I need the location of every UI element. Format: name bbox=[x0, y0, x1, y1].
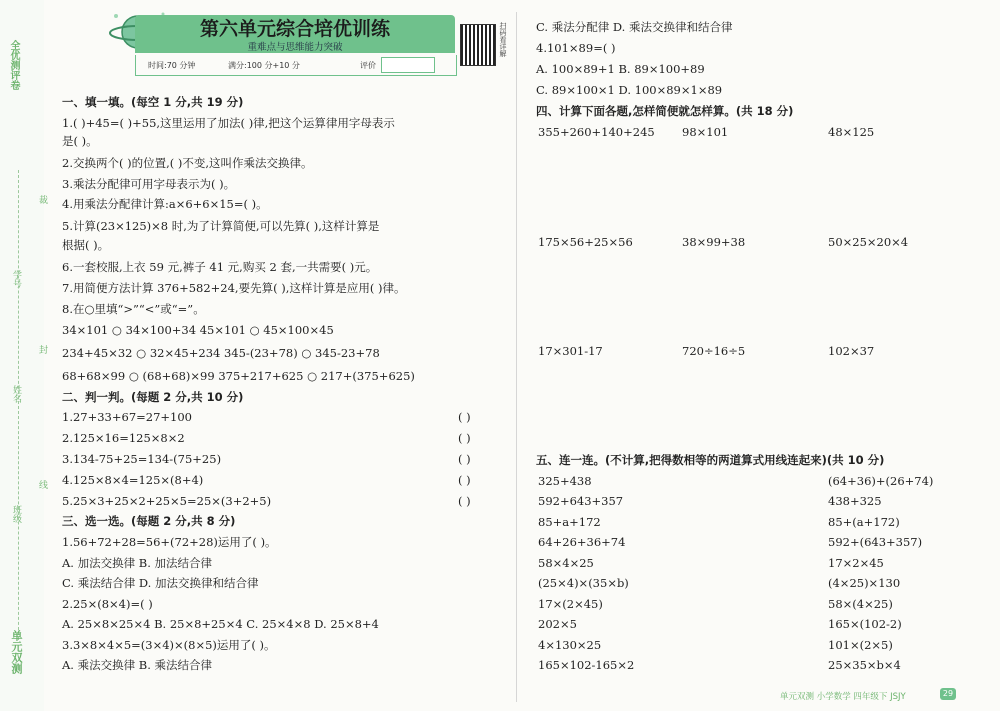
judge-item: 3.134-75+25=134-(75+25) bbox=[62, 452, 222, 466]
connect-left-item[interactable]: 202×5 bbox=[538, 617, 577, 631]
connect-right-item[interactable]: 592+(643+357) bbox=[828, 535, 923, 549]
qr-code[interactable] bbox=[460, 24, 496, 66]
connect-right-item[interactable]: (64+36)+(26+74) bbox=[828, 474, 934, 488]
cut-mark: 封 bbox=[37, 345, 47, 354]
option-row: A. 加法交换律 B. 加法结合律 bbox=[62, 556, 213, 570]
question-line: 5.计算(23×125)×8 时,为了计算简便,可以先算( ),这样计算是 bbox=[62, 219, 380, 233]
judge-item: 2.125×16=125×8×2 bbox=[62, 431, 185, 445]
judge-item: 1.27+33+67=27+100 bbox=[62, 410, 192, 424]
question-line: 1.56+72+28=56+(72+28)运用了( )。 bbox=[62, 535, 277, 549]
calc-item: 50×25×20×4 bbox=[828, 235, 909, 249]
calc-item: 355+260+140+245 bbox=[538, 125, 655, 139]
option-row: A. 100×89+1 B. 89×100+89 bbox=[536, 62, 705, 76]
page-subtitle: 重难点与思维能力突破 bbox=[247, 42, 343, 53]
connect-left-item[interactable]: 325+438 bbox=[538, 474, 592, 488]
section-connect: 五、连一连。(不计算,把得数相等的两道算式用线连起来)(共 10 分) bbox=[536, 453, 885, 467]
calc-item: 175×56+25×56 bbox=[538, 235, 633, 249]
brand-label: 全优测评卷 bbox=[8, 40, 19, 90]
compare-row: 34×101 ○ 34×100+34 45×101 ○ 45×100×45 bbox=[62, 323, 334, 337]
section-fill: 一、填一填。(每空 1 分,共 19 分) bbox=[62, 95, 244, 109]
calc-item: 48×125 bbox=[828, 125, 875, 139]
calc-item: 98×101 bbox=[682, 125, 729, 139]
answer-paren[interactable]: ( ) bbox=[458, 452, 471, 466]
connect-left-item[interactable]: 592+643+357 bbox=[538, 494, 624, 508]
connect-right-item[interactable]: 58×(4×25) bbox=[828, 597, 893, 611]
connect-right-item[interactable]: 101×(2×5) bbox=[828, 638, 893, 652]
judge-item: 5.25×3+25×2+25×5=25×(3+2+5) bbox=[62, 494, 272, 508]
qr-caption: 扫码看详解 bbox=[499, 22, 507, 57]
question-line: 2.交换两个( )的位置,( )不变,这叫作乘法交换律。 bbox=[62, 156, 313, 170]
question-line: 4.101×89=( ) bbox=[536, 41, 616, 55]
calc-item: 720÷16÷5 bbox=[682, 344, 746, 358]
compare-row: 68+68×99 ○ (68+68)×99 375+217+625 ○ 217+(375+625) bbox=[62, 369, 415, 383]
question-line: 4.用乘法分配律计算:a×6+6×15=( )。 bbox=[62, 197, 268, 211]
connect-right-item[interactable]: 85+(a+172) bbox=[828, 515, 900, 529]
cut-mark: 裁 bbox=[37, 195, 47, 204]
question-line: 根据( )。 bbox=[62, 238, 110, 252]
compare-row: 234+45×32 ○ 32×45+234 345-(23+78) ○ 345-23+78 bbox=[62, 346, 380, 360]
connect-right-item[interactable]: 165×(102-2) bbox=[828, 617, 902, 631]
calc-item: 17×301-17 bbox=[538, 344, 603, 358]
question-line: 8.在○里填“>”“<”或“=”。 bbox=[62, 302, 205, 316]
calc-item: 38×99+38 bbox=[682, 235, 746, 249]
footer-text: 单元双测 小学数学 四年级下 JSJY bbox=[780, 692, 906, 702]
answer-paren[interactable]: ( ) bbox=[458, 494, 471, 508]
judge-item: 4.125×8×4=125×(8+4) bbox=[62, 473, 204, 487]
connect-left-item[interactable]: 58×4×25 bbox=[538, 556, 594, 570]
connect-right-item[interactable]: 25×35×b×4 bbox=[828, 658, 901, 672]
question-line: 3.3×8×4×5=(3×4)×(8×5)运用了( )。 bbox=[62, 638, 276, 652]
connect-right-item[interactable]: (4×25)×130 bbox=[828, 576, 901, 590]
question-line: 是( )。 bbox=[62, 134, 98, 148]
eval-box[interactable] bbox=[381, 57, 435, 73]
question-line: 6.一套校服,上衣 59 元,裤子 41 元,购买 2 套,一共需要( )元。 bbox=[62, 260, 378, 274]
logo: 单元双测 bbox=[10, 630, 23, 674]
section-judge: 二、判一判。(每题 2 分,共 10 分) bbox=[62, 390, 244, 404]
connect-left-item[interactable]: (25×4)×(35×b) bbox=[538, 576, 629, 590]
option-row: C. 89×100×1 D. 100×89×1×89 bbox=[536, 83, 723, 97]
field-name: 姓名 bbox=[11, 385, 21, 403]
question-line: 2.25×(8×4)=( ) bbox=[62, 597, 153, 611]
connect-left-item[interactable]: 165×102-165×2 bbox=[538, 658, 635, 672]
connect-right-item[interactable]: 438+325 bbox=[828, 494, 882, 508]
left-margin bbox=[0, 0, 44, 711]
cut-line bbox=[18, 170, 19, 640]
field-student-id: 学号 bbox=[11, 270, 21, 288]
page-title: 第六单元综合培优训练 bbox=[199, 18, 390, 40]
connect-left-item[interactable]: 85+a+172 bbox=[538, 515, 601, 529]
connect-left-item[interactable]: 4×130×25 bbox=[538, 638, 602, 652]
header-banner bbox=[135, 15, 455, 77]
answer-paren[interactable]: ( ) bbox=[458, 410, 471, 424]
section-choose: 三、选一选。(每题 2 分,共 8 分) bbox=[62, 514, 236, 528]
option-row: A. 25×8×25×4 B. 25×8+25×4 C. 25×4×8 D. 25×8+4 bbox=[62, 617, 379, 631]
section-calc: 四、计算下面各题,怎样简便就怎样算。(共 18 分) bbox=[536, 104, 794, 118]
full-score: 满分:100 分+10 分 bbox=[228, 61, 300, 70]
cut-mark: 线 bbox=[37, 480, 47, 489]
field-class: 班级 bbox=[11, 505, 21, 523]
question-line: 7.用简便方法计算 376+582+24,要先算( ),这样计算是应用( )律。 bbox=[62, 281, 406, 295]
calc-item: 102×37 bbox=[828, 344, 875, 358]
page-number: 29 bbox=[940, 688, 956, 700]
option-row: C. 乘法分配律 D. 乘法交换律和结合律 bbox=[536, 20, 733, 34]
connect-right-item[interactable]: 17×2×45 bbox=[828, 556, 884, 570]
time-limit: 时间:70 分钟 bbox=[148, 61, 196, 70]
question-line: 3.乘法分配律可用字母表示为( )。 bbox=[62, 177, 236, 191]
answer-paren[interactable]: ( ) bbox=[458, 473, 471, 487]
eval-label: 评价 bbox=[360, 61, 376, 70]
connect-left-item[interactable]: 64+26+36+74 bbox=[538, 535, 626, 549]
answer-paren[interactable]: ( ) bbox=[458, 431, 471, 445]
question-line: 1.( )+45=( )+55,这里运用了加法( )律,把这个运算律用字母表示 bbox=[62, 116, 395, 130]
option-row: A. 乘法交换律 B. 乘法结合律 bbox=[62, 658, 213, 672]
option-row: C. 乘法结合律 D. 加法交换律和结合律 bbox=[62, 576, 259, 590]
column-divider bbox=[516, 12, 517, 702]
connect-left-item[interactable]: 17×(2×45) bbox=[538, 597, 603, 611]
